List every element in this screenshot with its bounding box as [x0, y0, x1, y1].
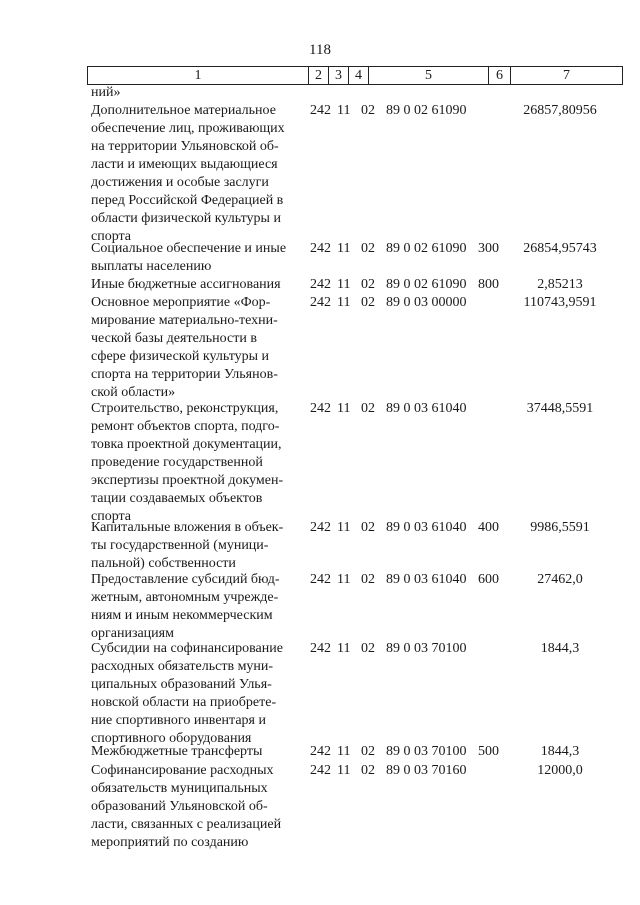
row-amount: 27462,0	[537, 572, 583, 587]
row-amount: 12000,0	[537, 763, 583, 778]
row-ministry-code: 242	[310, 744, 331, 759]
row-amount: 1844,3	[540, 744, 580, 759]
row-amount: 110743,9591	[523, 295, 597, 310]
row-ministry-code: 242	[310, 572, 331, 587]
row-target-code: 89 0 03 70100	[386, 744, 467, 759]
row-description: ний»	[91, 85, 121, 100]
header-cell-2: 2	[308, 67, 328, 84]
table-header-row	[87, 66, 623, 85]
row-subsection-code: 02	[361, 241, 375, 256]
row-subsection-code: 02	[361, 520, 375, 535]
row-description: Капитальные вложения в объек- ты государственной (муници- пальной) собственности	[91, 520, 284, 571]
row-section-code: 11	[337, 641, 351, 656]
row-description: Социальное обеспечение и иные выплаты населению	[91, 241, 287, 274]
row-description: Дополнительное материальное обеспечение лиц, проживающих на территории Ульяновской об- ласти и имеющих выдающиеся достижения и особые заслуги перед Российской Федерацией в области физической культуры и спорта	[91, 103, 285, 244]
header-cell-6: 6	[488, 67, 510, 84]
row-section-code: 11	[337, 520, 351, 535]
row-subsection-code: 02	[361, 763, 375, 778]
row-description: Субсидии на софинансирование расходных обязательств муни- ципальных образований Улья- новской области на приобрете- ние спортивного инвентаря и спортивного оборудования	[91, 641, 283, 746]
row-expense-type: 800	[478, 277, 499, 292]
row-target-code: 89 0 03 00000	[386, 295, 467, 310]
row-ministry-code: 242	[310, 103, 331, 118]
row-target-code: 89 0 03 70160	[386, 763, 467, 778]
row-ministry-code: 242	[310, 763, 331, 778]
header-cell-7: 7	[510, 67, 622, 84]
row-subsection-code: 02	[361, 572, 375, 587]
row-subsection-code: 02	[361, 103, 375, 118]
row-section-code: 11	[337, 103, 351, 118]
row-target-code: 89 0 03 70100	[386, 641, 467, 656]
header-cell-5: 5	[368, 67, 488, 84]
page-number: 118	[309, 42, 331, 58]
row-target-code: 89 0 02 61090	[386, 277, 467, 292]
row-amount: 26857,80956	[523, 103, 597, 118]
row-section-code: 11	[337, 277, 351, 292]
row-section-code: 11	[337, 744, 351, 759]
row-subsection-code: 02	[361, 641, 375, 656]
row-subsection-code: 02	[361, 744, 375, 759]
row-description: Строительство, реконструкция, ремонт объектов спорта, подго- товка проектной документации, проведение государственной экспертизы проектной докумен- тации создаваемых объектов спорта	[91, 401, 284, 524]
row-amount: 37448,5591	[526, 401, 594, 416]
row-section-code: 11	[337, 295, 351, 310]
row-description: Межбюджетные трансферты	[91, 744, 263, 759]
row-section-code: 11	[337, 401, 351, 416]
row-target-code: 89 0 03 61040	[386, 401, 467, 416]
row-ministry-code: 242	[310, 295, 331, 310]
row-amount: 26854,95743	[523, 241, 597, 256]
row-ministry-code: 242	[310, 277, 331, 292]
row-target-code: 89 0 03 61040	[386, 572, 467, 587]
row-expense-type: 400	[478, 520, 499, 535]
row-amount: 9986,5591	[530, 520, 590, 535]
row-subsection-code: 02	[361, 277, 375, 292]
row-description: Основное мероприятие «Фор- мирование материально-техни- ческой базы деятельности в сфере физической культуры и спорта на территории Ульянов- ской области»	[91, 295, 278, 400]
row-ministry-code: 242	[310, 401, 331, 416]
row-amount: 1844,3	[540, 641, 580, 656]
row-description: Иные бюджетные ассигнования	[91, 277, 281, 292]
row-description: Софинансирование расходных обязательств муниципальных образований Ульяновской об- ласти, связанных с реализацией мероприятий по созданию	[91, 763, 282, 850]
row-ministry-code: 242	[310, 520, 331, 535]
row-section-code: 11	[337, 572, 351, 587]
row-expense-type: 600	[478, 572, 499, 587]
row-section-code: 11	[337, 763, 351, 778]
row-amount: 2,85213	[537, 277, 583, 292]
row-subsection-code: 02	[361, 401, 375, 416]
row-subsection-code: 02	[361, 295, 375, 310]
header-cell-4: 4	[348, 67, 368, 84]
row-target-code: 89 0 03 61040	[386, 520, 467, 535]
row-ministry-code: 242	[310, 241, 331, 256]
row-target-code: 89 0 02 61090	[386, 241, 467, 256]
row-expense-type: 500	[478, 744, 499, 759]
row-ministry-code: 242	[310, 641, 331, 656]
header-cell-3: 3	[328, 67, 348, 84]
header-cell-1: 1	[194, 68, 202, 83]
row-expense-type: 300	[478, 241, 499, 256]
row-section-code: 11	[337, 241, 351, 256]
row-description: Предоставление субсидий бюд- жетным, автономным учрежде- ниям и иным некоммерческим организациям	[91, 572, 280, 641]
row-target-code: 89 0 02 61090	[386, 103, 467, 118]
